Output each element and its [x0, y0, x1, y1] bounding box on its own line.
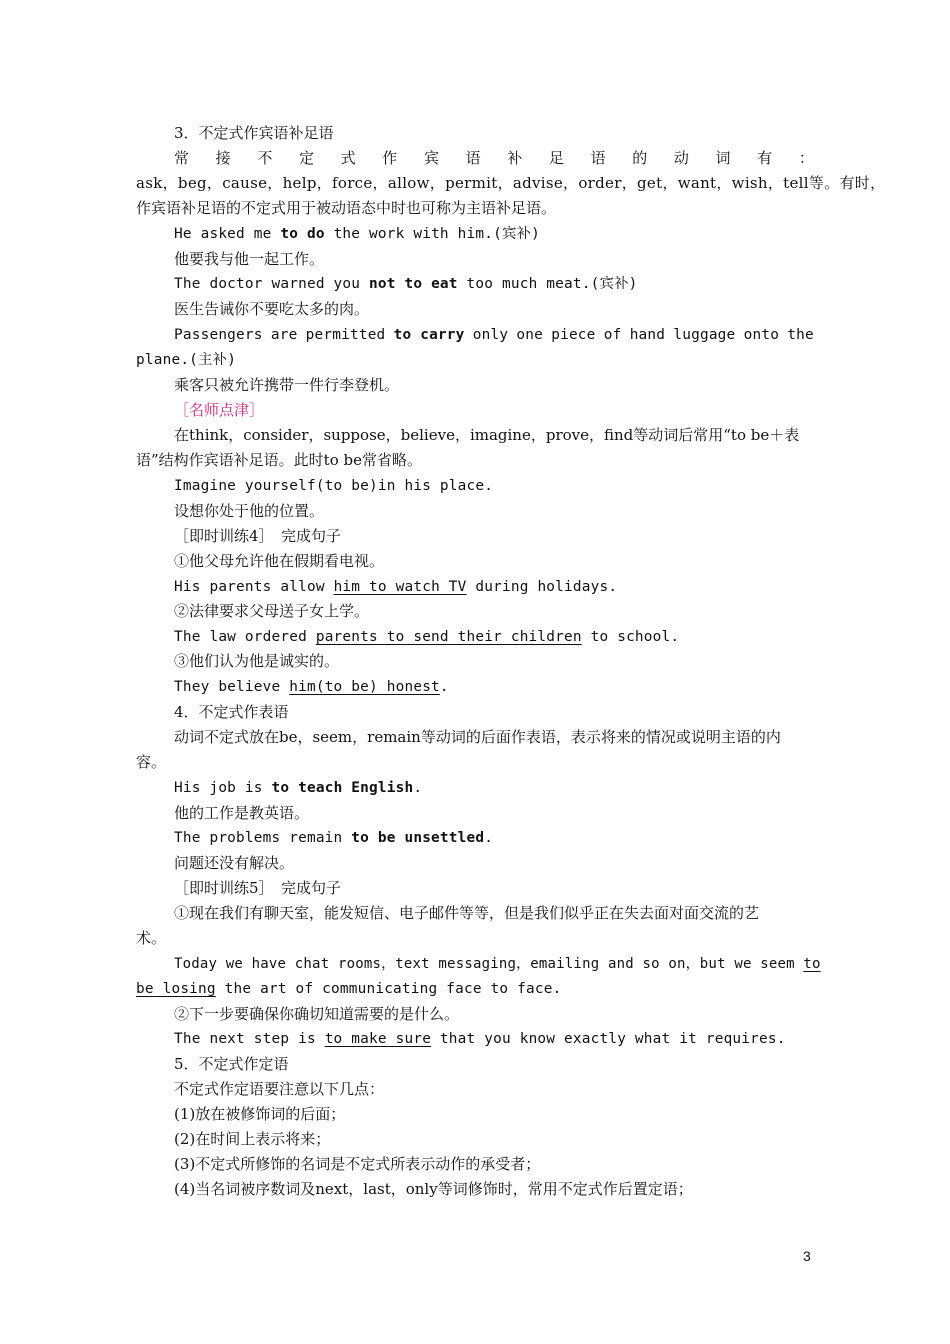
example-word: only [472, 327, 509, 343]
rule-point: (2)在时间上表示将来； [174, 1130, 331, 1148]
rule-point: (4)当名词被序数词及next，last，only等词修饰时，常用不定式作后置定语； [174, 1180, 693, 1198]
drill-5-label: ［即时训练5］ 完成句子 [174, 879, 342, 897]
section-4-intro-line2: 容。 [136, 753, 167, 771]
drill-answer: The law ordered parents to send their children to school. [174, 629, 680, 645]
drill-question: ②法律要求父母送子女上学。 [174, 602, 370, 620]
drill-question: ③他们认为他是诚实的。 [174, 652, 340, 670]
drill-answer: The next step is to make sure that you know exactly what it requires. [174, 1031, 786, 1047]
intro-char: 动 [673, 149, 689, 167]
drill-question-line1: ①现在我们有聊天室，能发短信、电子邮件等等，但是我们似乎正在失去面对面交流的艺 [174, 904, 760, 922]
section-4-intro-line1: 动词不定式放在be，seem，remain等动词的后面作表语，表示将来的情况或说明主语的内 [174, 728, 781, 746]
example-translation: 医生告诫你不要吃太多的肉。 [174, 300, 370, 318]
section-5-intro: 不定式作定语要注意以下几点： [174, 1080, 385, 1098]
drill-4-label: ［即时训练4］ 完成句子 [174, 527, 342, 545]
example-translation: 他要我与他一起工作。 [174, 250, 325, 268]
section-4-heading: 4．不定式作表语 [174, 703, 289, 721]
section-5-heading: 5．不定式作定语 [174, 1055, 289, 1073]
rule-point: (3)不定式所修饰的名词是不定式所表示动作的承受者； [174, 1155, 541, 1173]
intro-char: 的 [632, 149, 648, 167]
intro-char: 常 [174, 149, 190, 167]
teacher-tip-line1: 在think，consider，suppose，believe，imagine，prove，find等动词后常用“to be＋表 [174, 426, 800, 444]
example-word: one [516, 327, 544, 343]
example-sentence-line1 [174, 325, 814, 345]
intro-char: 接 [215, 149, 231, 167]
example-word: the [787, 327, 814, 343]
intro-char: 语 [590, 149, 606, 167]
intro-char: 宾 [423, 149, 439, 167]
intro-char: 不 [257, 149, 273, 167]
example-sentence: His job is to teach English. [174, 780, 423, 796]
intro-char: 补 [507, 149, 523, 167]
teacher-tip-label: ［名师点津］ [174, 401, 265, 419]
drill-question: ②下一步要确保你确切知道需要的是什么。 [174, 1005, 460, 1023]
example-word: hand [629, 327, 666, 343]
intro-char: 作 [382, 149, 398, 167]
example-sentence: Imagine yourself(to be)in his place. [174, 478, 494, 494]
example-word: Passengers [174, 327, 263, 343]
example-translation: 设想你处于他的位置。 [174, 502, 325, 520]
example-sentence: He asked me to do the work with him.(宾补) [174, 226, 541, 242]
example-word: luggage [673, 327, 736, 343]
example-translation: 他的工作是教英语。 [174, 804, 310, 822]
example-word: are [270, 327, 298, 343]
intro-char: 定 [298, 149, 314, 167]
page-number: 3 [803, 1248, 811, 1264]
drill-answer: His parents allow him to watch TV during holidays. [174, 579, 618, 595]
drill-question: ①他父母允许他在假期看电视。 [174, 552, 385, 570]
teacher-tip-line2: 语”结构作宾语补足语。此时to be常省略。 [136, 451, 422, 469]
drill-question-line2: 术。 [136, 929, 167, 947]
intro-char: 式 [340, 149, 356, 167]
example-word: piece [551, 327, 596, 343]
drill-answer: They believe him(to be) honest. [174, 679, 449, 695]
intro-char: 足 [548, 149, 564, 167]
intro-char: 语 [465, 149, 481, 167]
section-3-intro-line3: 作宾语补足语的不定式用于被动语态中时也可称为主语补足语。 [136, 199, 557, 217]
rule-point: (1)放在被修饰词的后面； [174, 1105, 346, 1123]
intro-char: 词 [715, 149, 731, 167]
example-word: of [603, 327, 622, 343]
example-word: to carry [393, 327, 465, 343]
intro-char: 有 [757, 149, 773, 167]
section-3-intro-line1 [174, 148, 814, 168]
example-sentence-line2: plane.(主补) [136, 352, 237, 368]
section-3-intro-line2: ask，beg，cause，help，force，allow，permit，advise，order，get，want，wish，tell等。有时， [136, 174, 886, 192]
example-word: onto [743, 327, 780, 343]
section-3-heading: 3．不定式作宾语补足语 [174, 124, 334, 142]
example-word: permitted [305, 327, 386, 343]
intro-char: ： [798, 149, 814, 167]
example-sentence: The doctor warned you not to eat too much meat.(宾补) [174, 276, 638, 292]
example-sentence: The problems remain to be unsettled. [174, 830, 494, 846]
drill-answer-line2: be losing the art of communicating face to face. [136, 981, 562, 997]
example-translation: 乘客只被允许携带一件行李登机。 [174, 376, 400, 394]
example-translation: 问题还没有解决。 [174, 854, 295, 872]
drill-answer-line1: Today we have chat rooms，text messaging，emailing and so on，but we seem to [174, 956, 821, 972]
